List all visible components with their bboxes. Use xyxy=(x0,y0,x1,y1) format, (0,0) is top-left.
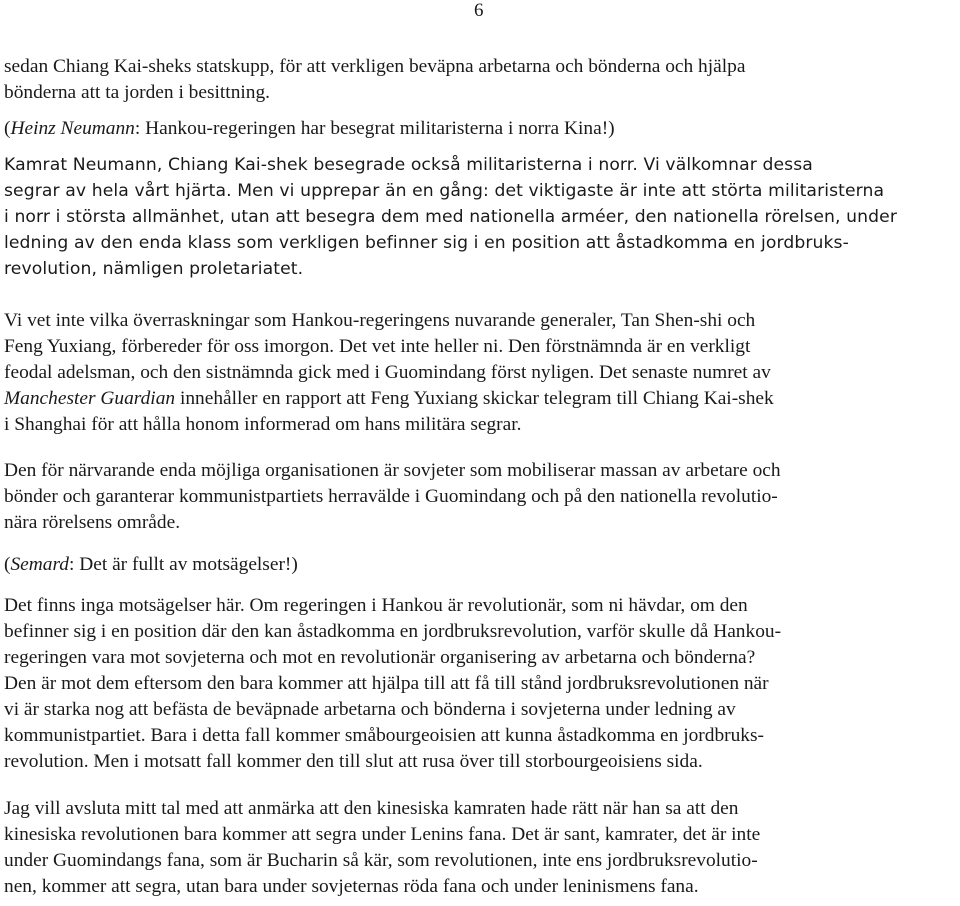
text-line: regeringen vara mot sovjeterna och mot en revolutionär organisering av arbetarna och bönderna? xyxy=(4,647,756,668)
text-line: feodal adelsman, och den sistnämnda gick med i Guomindang först nyligen. Det senaste numret av xyxy=(4,362,771,383)
open-paren: ( xyxy=(4,554,11,575)
text-line: i norr i största allmänhet, utan att besegra dem med nationella arméer, den nationella rörelsen, under xyxy=(4,207,897,227)
text-line: Det finns inga motsägelser här. Om regeringen i Hankou är revolutionär, som ni hävdar, om den xyxy=(4,595,748,616)
text-line: i Shanghai för att hålla honom informerad om hans militära segrar. xyxy=(4,414,522,435)
text-line: vi är starka nog att befästa de beväpnade arbetarna och bönderna i sovjeterna under ledning av xyxy=(4,699,736,720)
page-number: 6 xyxy=(474,0,484,21)
interjection-text: : Hankou-regeringen har besegrat militaristerna i norra Kina!) xyxy=(134,118,615,139)
paragraph-7 xyxy=(4,593,956,775)
text-line: ledning av den enda klass som verkligen befinner sig i en position att åstadkomma en jordbruks- xyxy=(4,233,849,253)
text-line: Feng Yuxiang, förbereder för oss imorgon. Det vet inte heller ni. Den förstnämnda är en verkligt xyxy=(4,336,751,357)
text-run: innehåller en rapport att Feng Yuxiang skickar telegram till Chiang Kai-shek xyxy=(175,388,774,409)
text-line: befinner sig i en position där den kan åstadkomma en jordbruksrevolution, varför skulle då Hankou- xyxy=(4,621,782,642)
paragraph-2-interjection xyxy=(4,116,956,142)
paragraph-3 xyxy=(4,152,956,282)
interjection-text: : Det är fullt av motsägelser!) xyxy=(69,554,298,575)
text-line: under Guomindangs fana, som är Bucharin så kär, som revolutionen, inte ens jordbruksrevolutio- xyxy=(4,850,758,871)
text-line: Den är mot dem eftersom den bara kommer att hjälpa till att få till stånd jordbruksrevolutionen när xyxy=(4,673,769,694)
text-line xyxy=(4,552,956,578)
text-line: revolution. Men i motsatt fall kommer den till slut att rusa över till storbourgeoisiens sida. xyxy=(4,751,703,772)
text-run: segrar av hela vårt hjärta. xyxy=(4,181,232,201)
text-line: bönder och garanterar kommunistpartiets herravälde i Guomindang och på den nationella revolutio- xyxy=(4,486,778,507)
paragraph-6-interjection xyxy=(4,552,956,578)
text-line: revolution, nämligen proletariatet. xyxy=(4,259,304,279)
text-line: Den för närvarande enda möjliga organisationen är sovjeter som mobiliserar massan av arbetare och xyxy=(4,460,781,481)
text-line: Jag vill avsluta mitt tal med att anmärka att den kinesiska kamraten hade rätt när han sa att den xyxy=(4,798,739,819)
paragraph-5 xyxy=(4,458,956,536)
text-line xyxy=(4,116,956,142)
text-run: Men vi upprepar än en gång: det viktigaste är inte att störta militaristerna xyxy=(231,181,885,201)
speaker-name: Semard xyxy=(10,554,69,575)
text-line: sedan Chiang Kai-sheks statskupp, för att verkligen beväpna arbetarna och bönderna och hjälpa xyxy=(4,56,746,77)
text-line: bönderna att ta jorden i besittning. xyxy=(4,82,271,103)
text-line: nen, kommer att segra, utan bara under sovjeternas röda fana och under leninismens fana. xyxy=(4,876,699,897)
text-line xyxy=(4,178,956,204)
text-line xyxy=(4,386,956,412)
speaker-name: Heinz Neumann xyxy=(10,118,135,139)
text-line: kommunistpartiet. Bara i detta fall kommer småbourgeoisien att kunna åstadkomma en jordbruks- xyxy=(4,725,765,746)
paragraph-1 xyxy=(4,54,956,106)
text-line: kinesiska revolutionen bara kommer att segra under Lenins fana. Det är sant, kamrater, det är inte xyxy=(4,824,761,845)
text-line: Kamrat Neumann, Chiang Kai-shek besegrade också militaristerna i norr. Vi välkomnar dessa xyxy=(4,155,813,175)
text-line: nära rörelsens område. xyxy=(4,512,181,533)
paragraph-8 xyxy=(4,796,956,900)
publication-title: Manchester Guardian xyxy=(4,388,176,409)
open-paren: ( xyxy=(4,118,11,139)
text-line: Vi vet inte vilka överraskningar som Hankou-regeringens nuvarande generaler, Tan Shen-shi och xyxy=(4,310,756,331)
paragraph-4 xyxy=(4,308,956,438)
